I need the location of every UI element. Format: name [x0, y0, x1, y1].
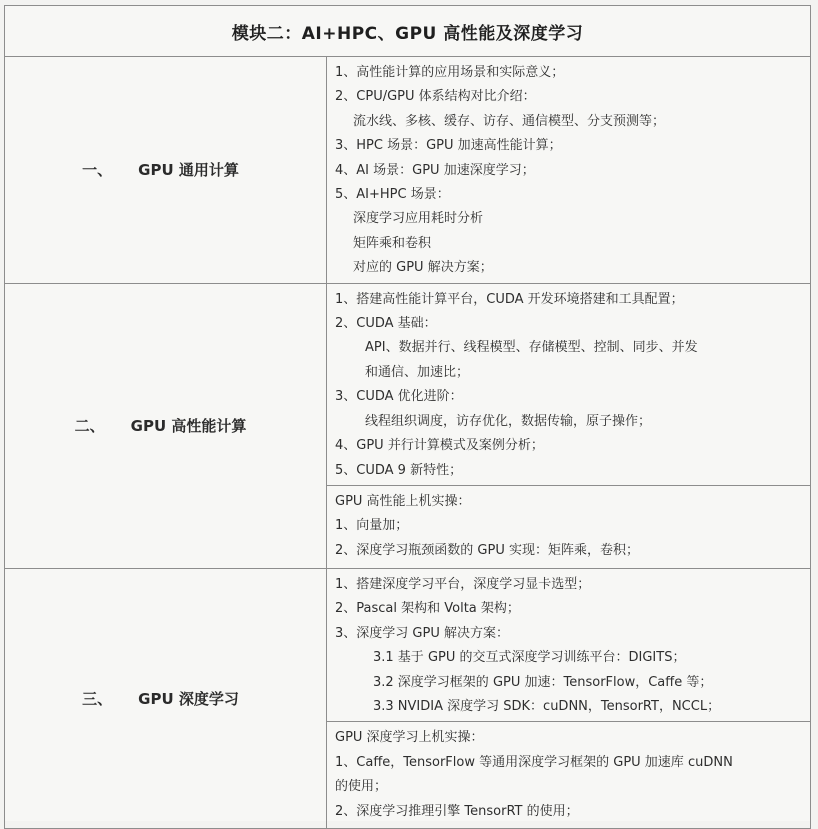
section-topic-cell [5, 57, 327, 284]
content-line: 5、CUDA 9 新特性； [335, 462, 463, 478]
section-name: GPU 深度学习 [138, 690, 239, 709]
section-topic-cell [5, 568, 327, 828]
content-line: API、数据并行、线程模型、存储模型、控制、同步、并发 [365, 340, 698, 356]
content-line: 4、GPU 并行计算模式及案例分析； [335, 438, 544, 454]
content-line: 流水线、多核、缓存、访存、通信模型、分支预测等； [353, 113, 666, 129]
content-line: 5、AI+HPC 场景： [335, 187, 450, 203]
module-title: 模块二：AI+HPC、GPU 高性能及深度学习 [5, 6, 811, 57]
content-line: 3、深度学习 GPU 解决方案： [335, 625, 509, 641]
section-row [5, 568, 811, 721]
content-line: 和通信、加速比； [365, 364, 470, 380]
content-line: 4、AI 场景：GPU 加速深度学习； [335, 162, 535, 178]
section-number: 二、 [74, 417, 105, 436]
content-line: 2、CPU/GPU 体系结构对比介绍： [335, 89, 536, 105]
content-line: 3、CUDA 优化进阶： [335, 389, 463, 405]
section-name: GPU 通用计算 [138, 161, 239, 180]
content-line: 3、HPC 场景：GPU 加速高性能计算； [335, 138, 562, 154]
section-topic-cell [5, 283, 327, 568]
content-line: 1、Caffe，TensorFlow 等通用深度学习框架的 GPU 加速库 cuDNN [335, 754, 733, 770]
title-row [5, 6, 811, 57]
section-row [5, 57, 811, 284]
section-content-cell [327, 485, 811, 568]
content-line: 深度学习应用耗时分析 [353, 211, 484, 227]
section-row [5, 283, 811, 485]
content-line: 矩阵乘和卷积 [353, 235, 432, 251]
section-name: GPU 高性能计算 [130, 417, 247, 436]
section-content-cell [327, 568, 811, 721]
content-line: 3.3 NVIDIA 深度学习 SDK：cuDNN，TensorRT，NCCL； [373, 698, 721, 714]
content-line: 3.1 基于 GPU 的交互式深度学习训练平台：DIGITS； [373, 650, 686, 666]
document-page [4, 5, 810, 821]
content-line: 2、CUDA 基础： [335, 316, 437, 332]
section-number: 三、 [82, 690, 113, 709]
content-line: 1、搭建高性能计算平台，CUDA 开发环境搭建和工具配置； [335, 291, 684, 307]
content-line: 1、向量加； [335, 518, 409, 534]
content-line: 1、高性能计算的应用场景和实际意义； [335, 65, 565, 80]
section-content-cell [327, 722, 811, 829]
section-number: 一、 [82, 161, 113, 180]
content-line: 3.2 深度学习框架的 GPU 加速：TensorFlow，Caffe 等； [373, 674, 713, 690]
content-line: 线程组织调度，访存优化，数据传输，原子操作； [365, 413, 652, 429]
content-line: 2、深度学习推理引擎 TensorRT 的使用； [335, 803, 579, 819]
content-line: 2、深度学习瓶颈函数的 GPU 实现：矩阵乘，卷积； [335, 542, 639, 558]
content-line: 对应的 GPU 解决方案； [353, 260, 493, 276]
content-line: 1、搭建深度学习平台，深度学习显卡选型； [335, 576, 591, 592]
content-line: 的使用； [335, 779, 388, 795]
content-line: GPU 深度学习上机实操： [335, 730, 484, 746]
content-line: 2、Pascal 架构和 Volta 架构； [335, 601, 520, 617]
course-outline-table [4, 5, 811, 829]
section-content-cell [327, 57, 811, 284]
content-line: GPU 高性能上机实操： [335, 493, 471, 509]
section-content-cell [327, 283, 811, 485]
